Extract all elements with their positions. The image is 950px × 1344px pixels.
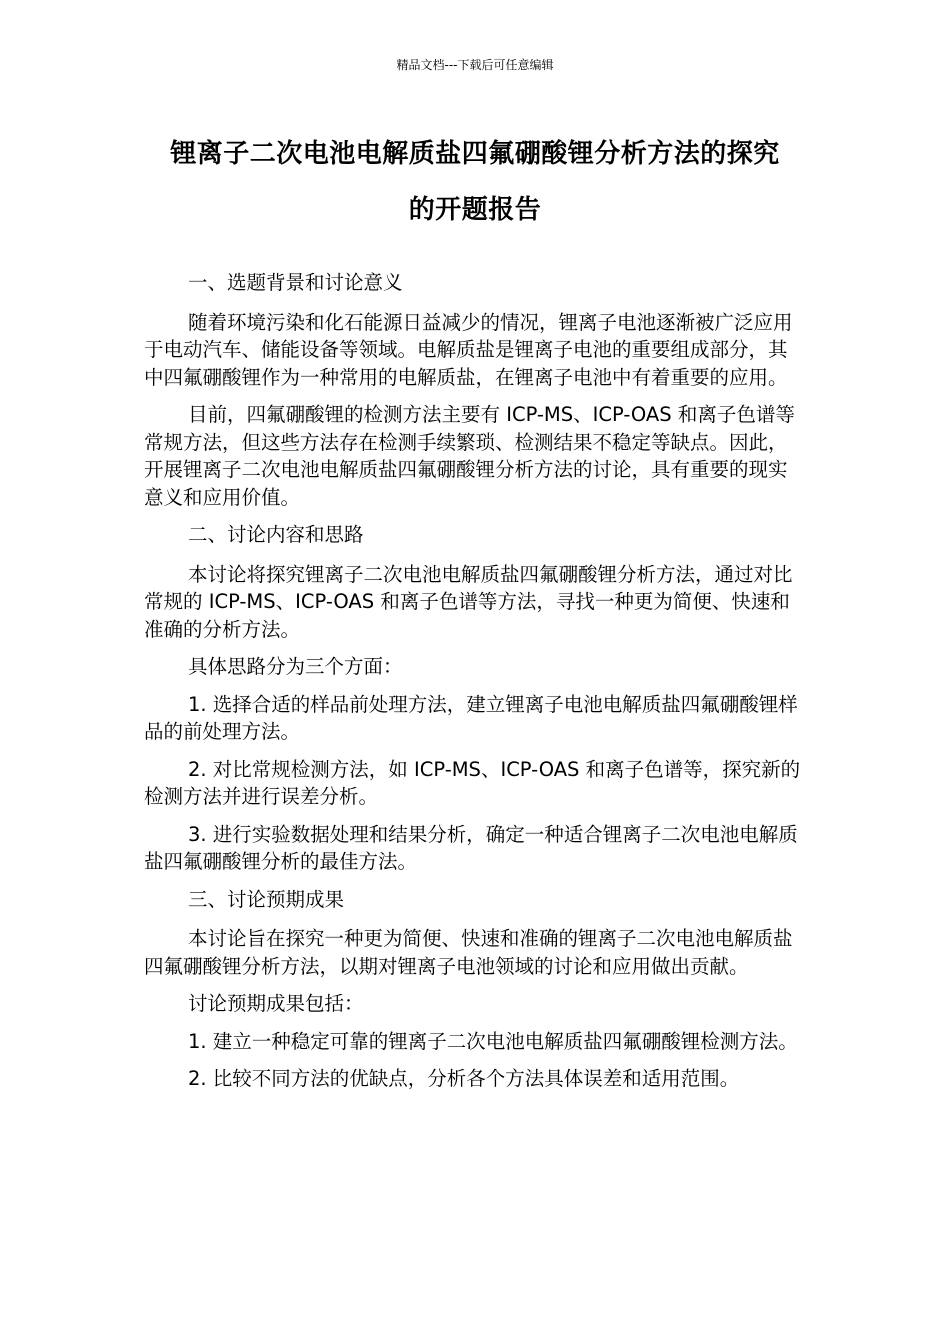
section-heading-content: 二、讨论内容和思路 — [188, 523, 364, 546]
list-item-approach-2: 2. 对比常规检测方法，如 ICP-MS、ICP-OAS 和离子色谱等，探究新的检测方法并进行误差分析。 — [144, 757, 801, 808]
paragraph-outcomes: 本讨论旨在探究一种更为简便、快速和准确的锂离子二次电池电解质盐四氟硼酸锂分析方法，以期对锂离子电池领域的讨论和应用做出贡献。 — [144, 927, 793, 978]
paragraph-research-aim: 本讨论将探究锂离子二次电池电解质盐四氟硼酸锂分析方法，通过对比常规的 ICP-MS、ICP-OAS 和离子色谱等方法，寻找一种更为简便、快速和准确的分析方法。 — [144, 562, 793, 641]
document-title-line-1: 锂离子二次电池电解质盐四氟硼酸锂分析方法的探究 — [170, 139, 780, 169]
paragraph-background: 随着环境污染和化石能源日益减少的情况，锂离子电池逐渐被广泛应用于电动汽车、储能设备等领域。电解质盐是锂离子电池的重要组成部分，其中四氟硼酸锂作为一种常用的电解质盐，在锂离子电池中有着重要的应用。 — [144, 310, 793, 389]
document-title-line-2: 的开题报告 — [408, 195, 542, 225]
paragraph-outcomes-intro: 讨论预期成果包括： — [188, 992, 364, 1015]
document-body — [144, 269, 804, 1103]
page-header-note: 精品文档---下载后可任意编辑 — [396, 58, 554, 72]
list-item-approach-1: 1. 选择合适的样品前处理方法，建立锂离子电池电解质盐四氟硼酸锂样品的前处理方法。 — [144, 692, 798, 743]
paragraph-approach-intro: 具体思路分为三个方面： — [188, 655, 403, 678]
section-heading-background: 一、选题背景和讨论意义 — [188, 271, 403, 294]
list-item-outcome-2: 2. 比较不同方法的优缺点，分析各个方法具体误差和适用范围。 — [188, 1067, 740, 1090]
list-item-outcome-1: 1. 建立一种稳定可靠的锂离子二次电池电解质盐四氟硼酸锂检测方法。 — [188, 1029, 798, 1053]
paragraph-current-methods: 目前，四氟硼酸锂的检测方法主要有 ICP-MS、ICP-OAS 和离子色谱等常规方法，但这些方法存在检测手续繁琐、检测结果不稳定等缺点。因此，开展锂离子二次电池电解质盐四氟硼酸锂分析方法的讨论，具有重要的现实意义和应用价值。 — [144, 403, 795, 509]
list-item-approach-3: 3. 进行实验数据处理和结果分析，确定一种适合锂离子二次电池电解质盐四氟硼酸锂分析的最佳方法。 — [144, 822, 798, 873]
section-heading-outcomes: 三、讨论预期成果 — [188, 887, 345, 911]
